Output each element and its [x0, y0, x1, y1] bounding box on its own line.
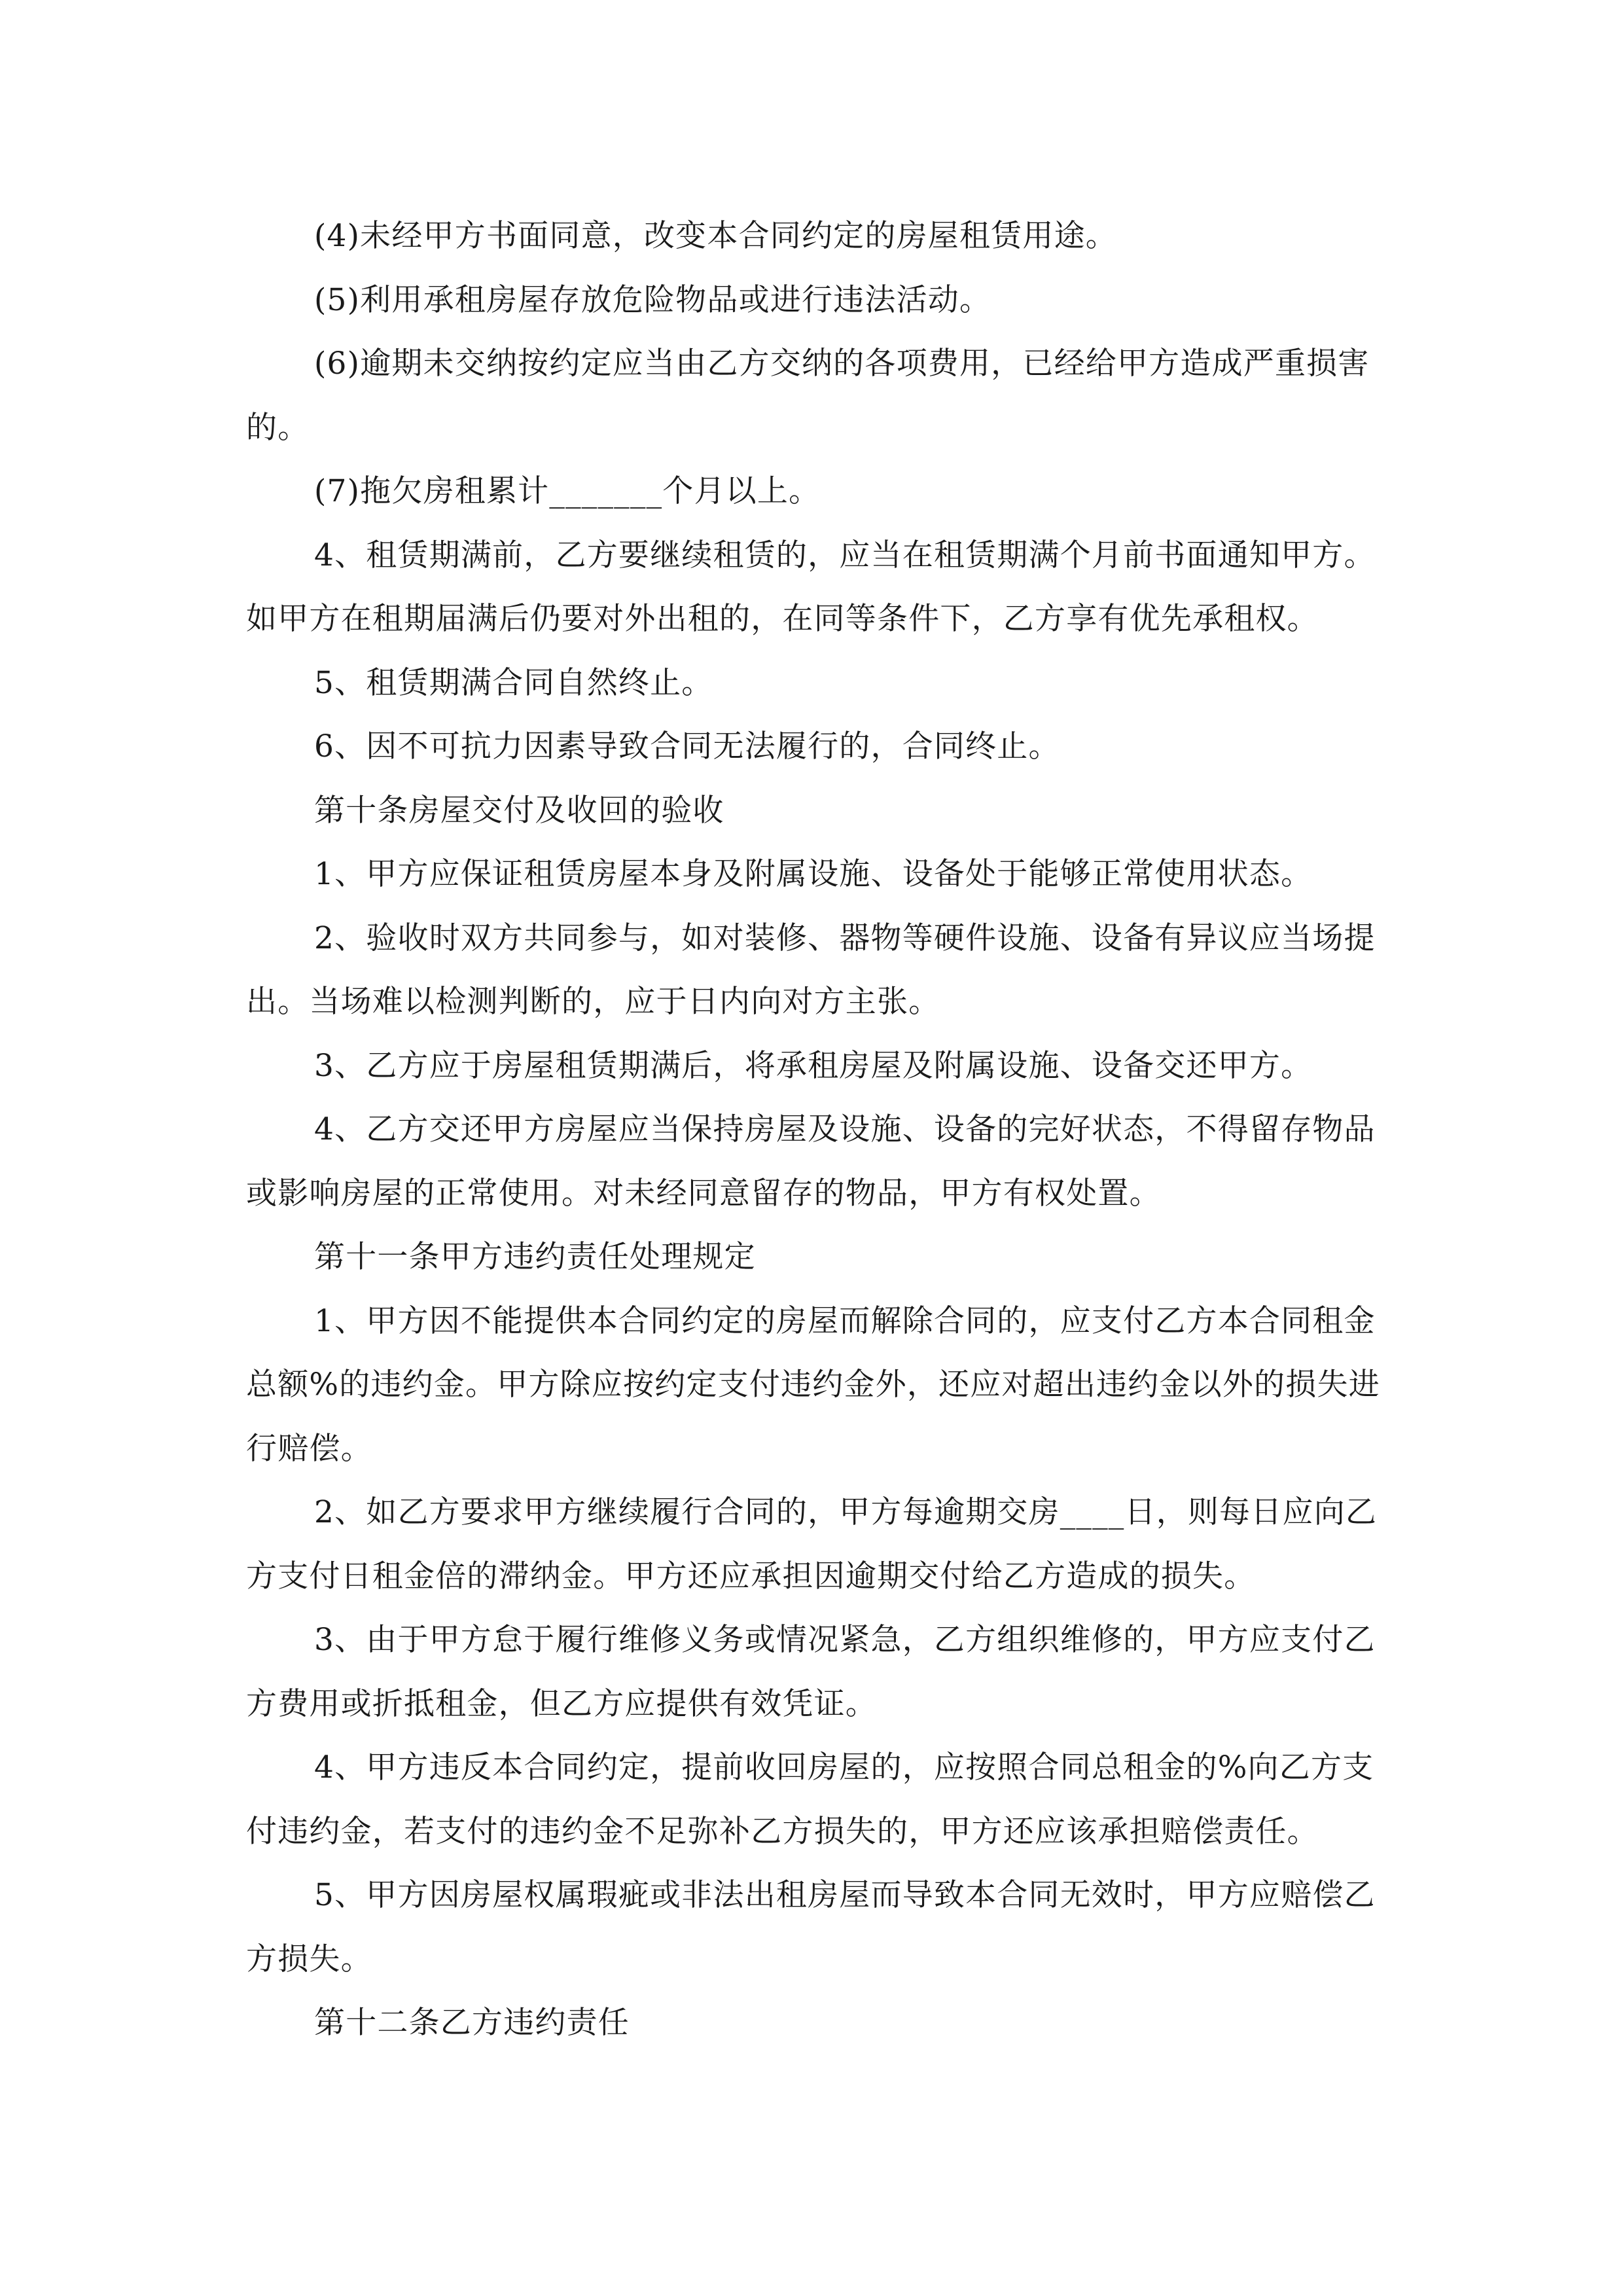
clause-item-7: (7)拖欠房租累计_______个月以上。 [314, 473, 821, 509]
clause-item-5: (5)利用承租房屋存放危险物品或进行违法活动。 [314, 281, 991, 318]
document-body [246, 204, 1387, 2055]
article-11-item-5: 5、甲方因房屋权属瑕疵或非法出租房屋而导致本合同无效时，甲方应赔偿乙方损失。 [246, 1877, 1376, 1977]
clause-item-6: (6)逾期未交纳按约定应当由乙方交纳的各项费用，已经给甲方造成严重损害的。 [246, 346, 1370, 446]
article-10-item-4: 4、乙方交还甲方房屋应当保持房屋及设施、设备的完好状态，不得留存物品或影响房屋的正常使用。对未经同意留存的物品，甲方有权处置。 [246, 1111, 1376, 1211]
article-12-heading: 第十二条乙方违约责任 [314, 2005, 630, 2041]
expiry-clause: 5、租赁期满合同自然终止。 [314, 664, 713, 701]
article-11-item-1: 1、甲方因不能提供本合同约定的房屋而解除合同的，应支付乙方本合同租金总额%的违约金。甲方除应按约定支付违约金外，还应对超出违约金以外的损失进行赔偿。 [246, 1302, 1380, 1467]
article-11-item-4: 4、甲方违反本合同约定，提前收回房屋的，应按照合同总租金的%向乙方支付违约金，若支付的违约金不足弥补乙方损失的，甲方还应该承担赔偿责任。 [246, 1749, 1374, 1850]
article-10-item-2: 2、验收时双方共同参与，如对装修、器物等硬件设施、设备有异议应当场提出。当场难以检测判断的，应于日内向对方主张。 [246, 920, 1376, 1020]
article-10-heading: 第十条房屋交付及收回的验收 [314, 792, 724, 829]
article-11-item-2: 2、如乙方要求甲方继续履行合同的，甲方每逾期交房____日，则每日应向乙方支付日租金倍的滞纳金。甲方还应承担因逾期交付给乙方造成的损失。 [246, 1494, 1378, 1594]
force-majeure-clause: 6、因不可抗力因素导致合同无法履行的，合同终止。 [314, 728, 1060, 764]
article-11-heading: 第十一条甲方违约责任处理规定 [314, 1239, 756, 1275]
article-10-item-1: 1、甲方应保证租赁房屋本身及附属设施、设备处于能够正常使用状态。 [314, 856, 1313, 892]
clause-item-4: (4)未经甲方书面同意，改变本合同约定的房屋租赁用途。 [314, 218, 1117, 254]
article-11-item-3: 3、由于甲方怠于履行维修义务或情况紧急，乙方组织维修的，甲方应支付乙方费用或折抵租金，但乙方应提供有效凭证。 [246, 1622, 1376, 1722]
article-10-item-3: 3、乙方应于房屋租赁期满后，将承租房屋及附属设施、设备交还甲方。 [314, 1047, 1313, 1084]
renewal-clause: 4、租赁期满前，乙方要继续租赁的，应当在租赁期满个月前书面通知甲方。如甲方在租期届满后仍要对外出租的，在同等条件下，乙方享有优先承租权。 [246, 537, 1376, 637]
